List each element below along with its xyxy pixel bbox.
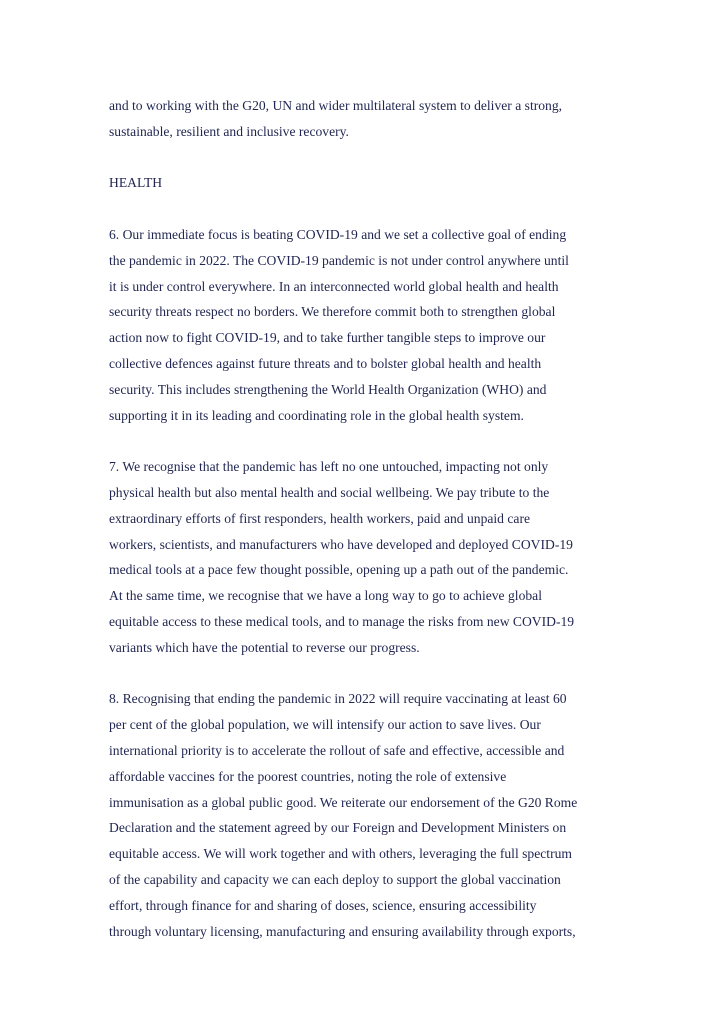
text-line: equitable access to these medical tools, and to manage the risks from new COVID-19 xyxy=(109,613,575,629)
text-line: it is under control everywhere. In an interconnected world global health and health xyxy=(109,278,559,294)
text-line: medical tools at a pace few thought possible, opening up a path out of the pandemic. xyxy=(109,562,569,578)
text-line: At the same time, we recognise that we have a long way to go to achieve global xyxy=(109,588,542,604)
text-line: sustainable, resilient and inclusive recovery. xyxy=(109,123,349,139)
text-line: immunisation as a global public good. We reiterate our endorsement of the G20 Rome xyxy=(109,794,578,810)
paragraph-gap xyxy=(109,145,619,171)
text-line: of the capability and capacity we can each deploy to support the global vaccination xyxy=(109,871,561,887)
text-line: international priority is to accelerate the rollout of safe and effective, accessible and xyxy=(109,742,565,758)
text-line: action now to fight COVID-19, and to take further tangible steps to improve our xyxy=(109,330,546,346)
text-line: per cent of the global population, we will intensify our action to save lives. Our xyxy=(109,717,541,733)
text-line: supporting it in its leading and coordinating role in the global health system. xyxy=(109,407,524,423)
text-line: and to working with the G20, UN and wider multilateral system to deliver a strong, xyxy=(109,98,563,113)
text-line: Declaration and the statement agreed by our Foreign and Development Ministers on xyxy=(109,820,567,836)
paragraph-gap xyxy=(109,428,619,454)
text-line: collective defences against future threats and to bolster global health and health xyxy=(109,355,542,371)
paragraph-gap xyxy=(109,196,619,222)
paragraph-7 xyxy=(109,454,619,660)
paragraph-6 xyxy=(109,222,619,428)
text-line: effort, through finance for and sharing of doses, science, ensuring accessibility xyxy=(109,897,537,913)
text-line: through voluntary licensing, manufacturing and ensuring availability through exports, xyxy=(109,923,576,939)
text-line: 8. Recognising that ending the pandemic in 2022 will require vaccinating at least 60 xyxy=(109,691,567,707)
intro-paragraph xyxy=(109,93,619,145)
section-heading-health xyxy=(109,170,619,196)
text-line: 7. We recognise that the pandemic has left no one untouched, impacting not only xyxy=(109,459,549,475)
text-line: equitable access. We will work together and with others, leveraging the full spectrum xyxy=(109,846,572,862)
text-line: security threats respect no borders. We therefore commit both to strengthen global xyxy=(109,304,556,320)
section-heading: HEALTH xyxy=(109,175,163,191)
document-body xyxy=(109,93,619,944)
text-line: the pandemic in 2022. The COVID-19 pandemic is not under control anywhere until xyxy=(109,252,569,268)
text-line: security. This includes strengthening the World Health Organization (WHO) and xyxy=(109,381,547,397)
text-line: variants which have the potential to reverse our progress. xyxy=(109,639,420,655)
paragraph-gap xyxy=(109,661,619,687)
text-line: physical health but also mental health and social wellbeing. We pay tribute to the xyxy=(109,484,550,500)
text-line: affordable vaccines for the poorest countries, noting the role of extensive xyxy=(109,768,507,784)
paragraph-8 xyxy=(109,686,619,944)
text-line: workers, scientists, and manufacturers who have developed and deployed COVID-19 xyxy=(109,536,573,552)
text-line: extraordinary efforts of first responders, health workers, paid and unpaid care xyxy=(109,510,531,526)
text-line: 6. Our immediate focus is beating COVID-19 and we set a collective goal of ending xyxy=(109,226,567,242)
